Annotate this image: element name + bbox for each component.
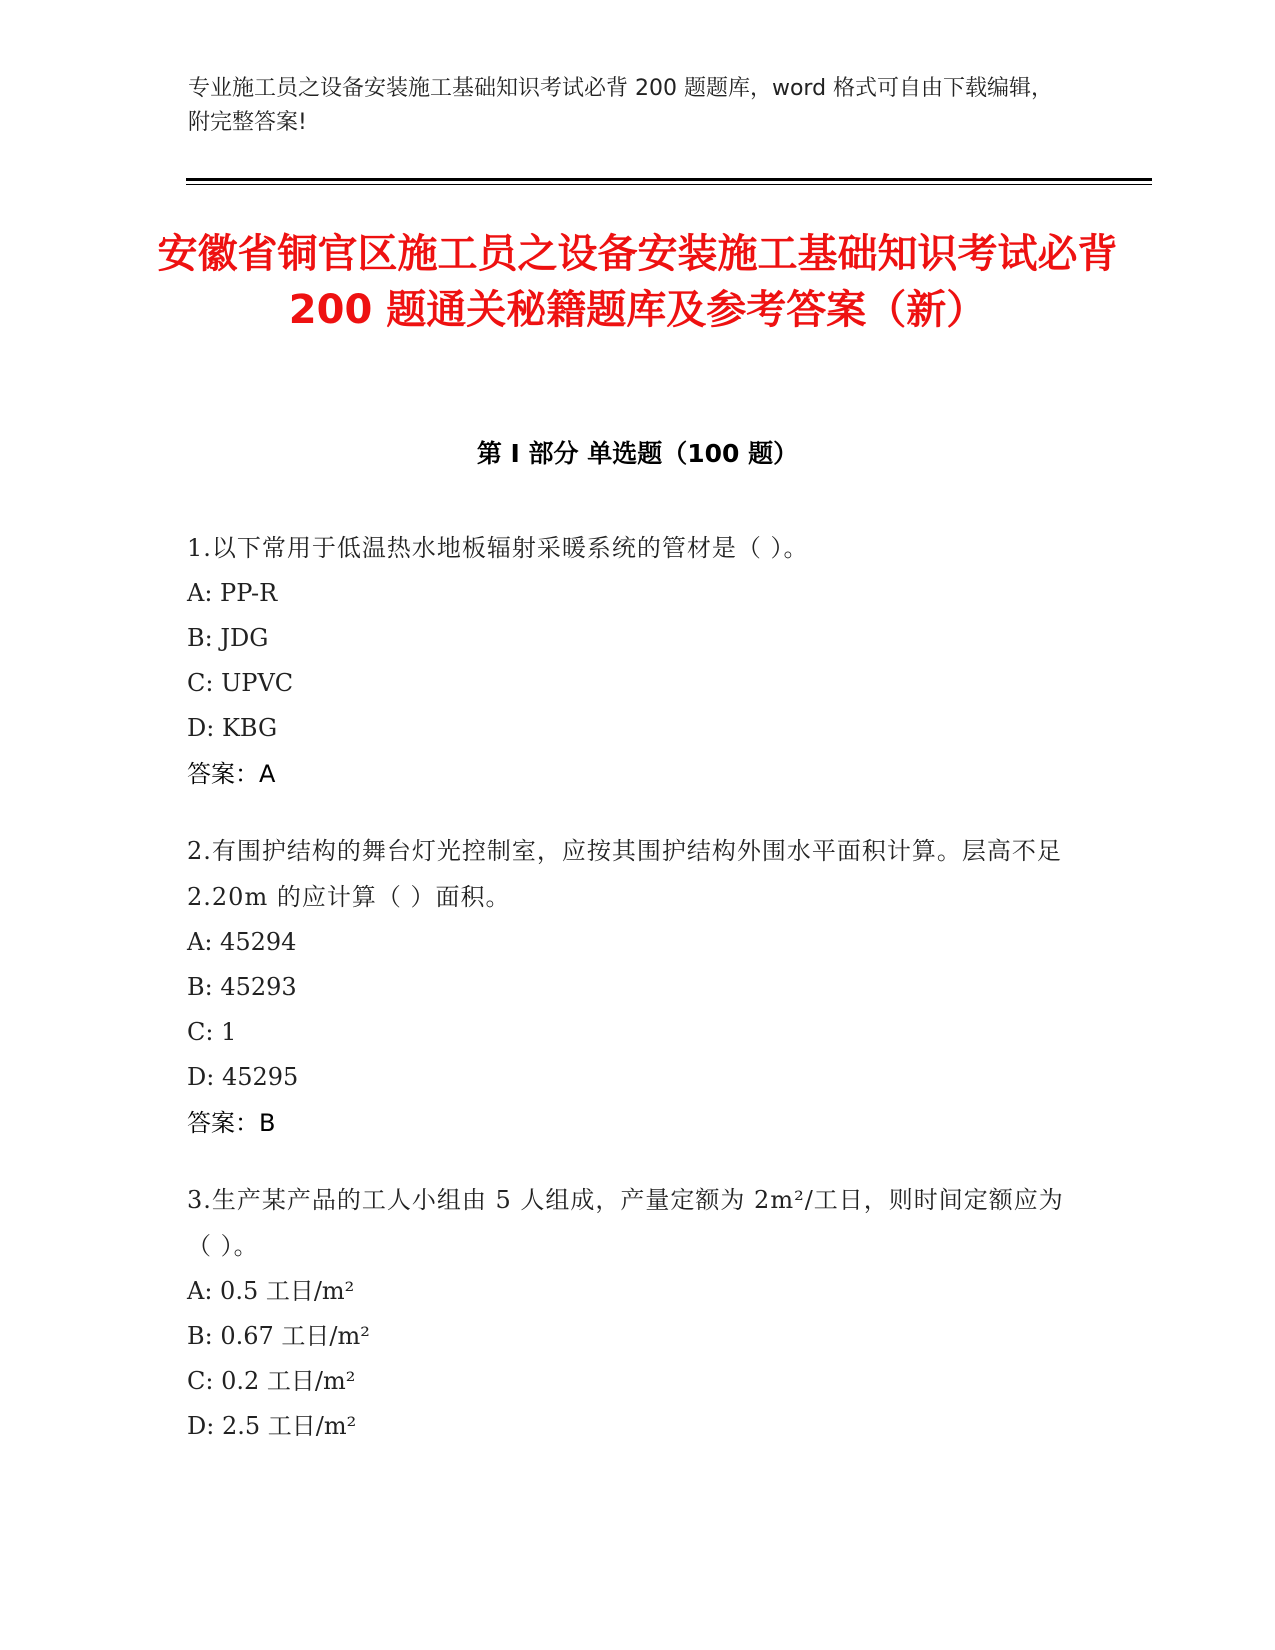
section-heading: 第 I 部分 单选题（100 题） bbox=[476, 439, 799, 468]
option-b: B: 0.67 工日/m² bbox=[187, 1322, 370, 1350]
header-note: 专业施工员之设备安装施工基础知识考试必背 200 题题库，word 格式可自由下载编辑，附完整答案! bbox=[188, 76, 1054, 135]
answer: 答案：A bbox=[187, 760, 276, 788]
option-b: B: 45293 bbox=[187, 973, 297, 1001]
option-c: C: UPVC bbox=[187, 669, 294, 697]
question-2 bbox=[187, 828, 1077, 1146]
question-1 bbox=[187, 525, 1077, 797]
question-list bbox=[187, 525, 1077, 1480]
option-a: A: PP-R bbox=[187, 579, 278, 607]
option-c: C: 0.2 工日/m² bbox=[187, 1367, 356, 1395]
header-rule-thick bbox=[186, 178, 1152, 181]
option-a: A: 45294 bbox=[187, 928, 297, 956]
option-d: D: 2.5 工日/m² bbox=[187, 1412, 357, 1440]
option-c: C: 1 bbox=[187, 1018, 237, 1046]
option-d: D: KBG bbox=[187, 714, 278, 742]
question-3 bbox=[187, 1177, 1077, 1449]
document-title: 安徽省铜官区施工员之设备安装施工基础知识考试必背 200 题通关秘籍题库及参考答案（新） bbox=[157, 231, 1118, 333]
option-d: D: 45295 bbox=[187, 1063, 299, 1091]
option-b: B: JDG bbox=[187, 624, 269, 652]
question-stem: 2.有围护结构的舞台灯光控制室，应按其围护结构外围水平面积计算。层高不足 2.20m 的应计算（ ）面积。 bbox=[187, 837, 1062, 911]
answer: 答案：B bbox=[187, 1109, 276, 1137]
header-rule-thin bbox=[186, 184, 1152, 185]
question-stem: 1.以下常用于低温热水地板辐射采暖系统的管材是（ ）。 bbox=[187, 534, 809, 562]
option-a: A: 0.5 工日/m² bbox=[187, 1277, 355, 1305]
question-stem: 3.生产某产品的工人小组由 5 人组成，产量定额为 2m²/工日，则时间定额应为（ ）。 bbox=[187, 1186, 1064, 1260]
